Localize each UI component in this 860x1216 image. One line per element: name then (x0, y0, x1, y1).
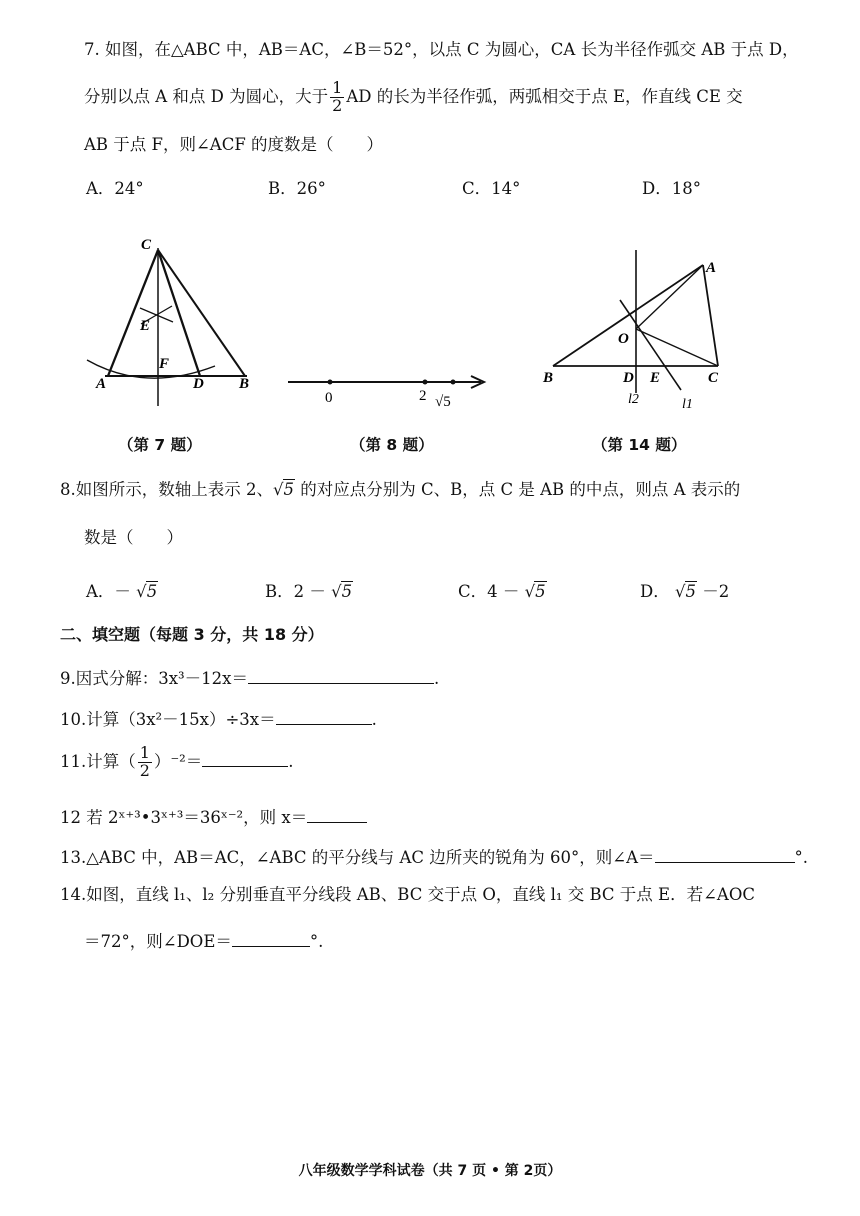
q8-line1 (60, 482, 740, 499)
q8-option-b (265, 578, 353, 602)
q11-tail: . (288, 751, 294, 771)
q7-frac-num: 1 (332, 78, 343, 97)
q8-option-c (458, 578, 547, 602)
q7-line1: 7. 如图，在△ABC 中，AB＝AC，∠B＝52°，以点 C 为圆心，CA 长为半径作弧交 AB 于点 D， (84, 40, 799, 59)
q11 (60, 745, 294, 780)
fig14-label-e: E (650, 370, 661, 386)
q7-line3: AB 于点 F，则∠ACF 的度数是（ ） (84, 135, 384, 154)
q8-option-a-text: A．－ (86, 582, 131, 601)
fig7-caption: （第 7 题） (118, 436, 202, 454)
q14-line1: 14.如图，直线 l₁、l₂ 分别垂直平分线段 AB、BC 交于点 O，直线 l₁ 交 BC 于点 E．若∠AOC (60, 885, 755, 904)
q7-fraction (330, 80, 344, 115)
q8-option-d-tail: －2 (697, 582, 730, 601)
q10-tail: . (371, 710, 377, 729)
q14-answer-blank[interactable] (232, 932, 310, 947)
fig14-label-l1: l1 (682, 397, 693, 412)
fig8-label-2: 2 (419, 388, 427, 404)
q7-option-d: D．18° (642, 179, 701, 198)
q8-option-d-radicand: 5 (685, 582, 696, 601)
q8-option-d-sqrt: √5 (674, 582, 696, 601)
q7-option-a: A．24° (86, 179, 144, 198)
q11-fraction (138, 745, 152, 780)
q7-line2-a: 分别以点 A 和点 D 为圆心，大于 (84, 86, 329, 106)
q11-frac-den: 2 (139, 760, 150, 780)
q10-text: 10.计算（3x²－15x）÷3x＝ (60, 710, 276, 729)
q9-text: 9.因式分解：3x³－12x＝ (60, 669, 248, 688)
fig8-label-sqrt5: √5 (435, 394, 451, 410)
q13 (60, 848, 808, 867)
q12-text: 12 若 2ˣ⁺³•3ˣ⁺³＝36ˣ⁻²，则 x＝ (60, 808, 308, 827)
fig7-label-c: C (141, 237, 152, 253)
q8-option-b-text: B．2 － (265, 582, 326, 601)
q9-answer-blank[interactable] (248, 669, 434, 684)
q14-line2-text: ＝72°，则∠DOE＝ (84, 932, 232, 951)
q13-text: 13.△ABC 中，AB＝AC，∠ABC 的平分线与 AC 边所夹的锐角为 60°，则∠A＝ (60, 848, 655, 867)
fig8-label-0: 0 (325, 390, 333, 406)
fig14-label-o: O (618, 331, 629, 347)
fig7-label-a: A (96, 376, 107, 392)
q8-option-a-radicand: 5 (146, 582, 158, 601)
q8-option-b-radicand: 5 (341, 582, 353, 601)
q9 (60, 669, 439, 688)
q7-line2-b: AD 的长为半径作弧，两弧相交于点 E，作直线 CE 交 (346, 86, 743, 106)
fig7-label-e: E (140, 318, 151, 334)
q11-pre: 11.计算（ (60, 751, 136, 771)
q8-line2: 数是（ ） (84, 528, 183, 547)
q12 (60, 808, 367, 827)
figure-7-diagram (75, 228, 275, 413)
figure-14-diagram (538, 245, 738, 415)
figure-8-number-line (285, 365, 495, 410)
q8-sqrt5-radicand: 5 (283, 480, 295, 499)
fig14-label-l2: l2 (628, 392, 639, 407)
section2-title: 二、填空题（每题 3 分，共 18 分） (60, 625, 324, 644)
fig14-label-b: B (543, 370, 554, 386)
q9-tail: . (433, 669, 440, 688)
q8-option-c-sqrt: √5 (524, 582, 546, 601)
q8-option-d (640, 578, 729, 602)
q11-post: ）⁻²＝ (153, 751, 203, 771)
fig7-label-f: F (159, 356, 170, 372)
fig14-label-d: D (623, 370, 634, 386)
q14-tail: °. (309, 932, 324, 951)
page-footer: 八年级数学学科试卷（共 7 页 • 第 2页） (298, 1163, 562, 1179)
q14-line2 (84, 932, 323, 951)
fig7-label-d: D (193, 376, 204, 392)
q8-option-a (86, 578, 158, 602)
q8-sqrt5: √5 (273, 480, 295, 499)
q11-frac-num: 1 (139, 743, 150, 762)
q10 (60, 710, 377, 729)
q8-option-a-sqrt: √5 (136, 582, 158, 601)
q13-tail: °. (794, 848, 809, 867)
q8-option-b-sqrt: √5 (331, 582, 353, 601)
q11-answer-blank[interactable] (202, 752, 288, 767)
fig14-label-a: A (706, 260, 717, 276)
fig14-label-c: C (708, 370, 719, 386)
q8-line1-b: 的对应点分别为 C、B，点 C 是 AB 的中点，则点 A 表示的 (295, 480, 741, 499)
q13-answer-blank[interactable] (655, 848, 795, 863)
q8-line1-a: 8.如图所示，数轴上表示 2、 (60, 480, 273, 499)
q7-line2 (84, 80, 743, 115)
q12-answer-blank[interactable] (307, 808, 367, 823)
q7-option-b: B．26° (268, 179, 326, 198)
fig8-caption: （第 8 题） (350, 436, 434, 454)
q8-option-d-text: D． (640, 582, 670, 601)
q8-option-c-radicand: 5 (535, 582, 546, 601)
q8-option-c-text: C．4 － (458, 582, 520, 601)
fig14-caption: （第 14 题） (592, 436, 687, 454)
q10-answer-blank[interactable] (276, 710, 372, 725)
q7-frac-den: 2 (332, 95, 343, 115)
fig7-label-b: B (239, 376, 250, 392)
q7-option-c: C．14° (462, 179, 521, 198)
